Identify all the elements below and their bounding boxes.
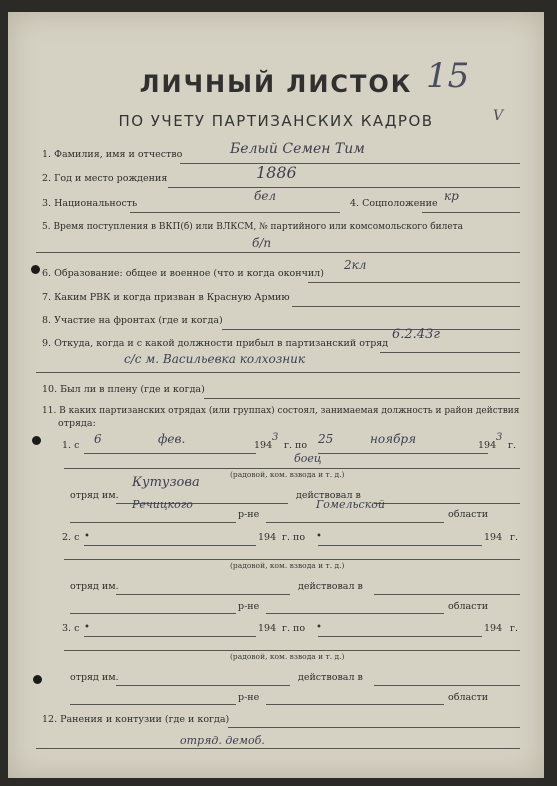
hw-education: 2кл (344, 258, 367, 272)
check-mark: V (493, 108, 504, 124)
det3-year-end: г. (510, 623, 518, 634)
hw-d1-to-day: 25 (318, 432, 334, 446)
hw-party: б/п (252, 236, 272, 250)
field-line (116, 594, 290, 595)
det3-acted-label: действовал в (298, 672, 363, 683)
hw-birth-year: 1886 (256, 163, 297, 182)
sheet-number: 15 (426, 56, 470, 96)
field-line (266, 613, 444, 614)
field-line (318, 636, 482, 637)
det2-from-label: 2. с (62, 532, 80, 543)
hw-nationality: бел (254, 189, 277, 203)
field-line (266, 704, 444, 705)
hw-d1-year: 3 (272, 432, 279, 443)
det3-to-label: г. по (282, 623, 306, 634)
field-line (228, 727, 520, 728)
field-line (308, 282, 520, 283)
det1-year-end: г. (508, 440, 516, 451)
field-line (36, 252, 520, 253)
field-line (318, 453, 488, 454)
det1-region-label: области (448, 509, 489, 520)
hw-d1-day: 6 (94, 432, 102, 446)
field-line (380, 352, 520, 353)
field-7-label: 7. Каким РВК и когда призван в Красную Армию (42, 292, 290, 303)
field-line (36, 372, 520, 373)
field-5-label: 5. Время поступления в ВКП(б) или ВЛКСМ, № партийного или комсомольского билета (42, 222, 464, 232)
field-line (116, 685, 290, 686)
dot: • (84, 531, 90, 542)
det1-year-prefix: 194 (254, 440, 273, 451)
hw-d1-region: Гомельской (316, 498, 385, 511)
field-line (168, 187, 520, 188)
field-line (292, 306, 520, 307)
field-line (36, 748, 520, 749)
det2-acted-label: действовал в (298, 581, 363, 592)
det3-from-label: 3. с (62, 623, 80, 634)
hw-name: Белый Семен Тим (230, 141, 365, 157)
field-line (130, 212, 340, 213)
det3-district-label: р-не (238, 692, 260, 703)
field-10-label: 10. Был ли в плену (где и когда) (42, 384, 205, 395)
det2-district-label: р-не (238, 601, 260, 612)
hw-d1-unit: Кутузова (132, 475, 200, 490)
field-line (374, 503, 520, 504)
field-line (374, 594, 520, 595)
det2-year-prefix: 194 (258, 532, 277, 543)
det1-acted-label: действовал в (296, 490, 361, 501)
field-line (64, 468, 520, 469)
field-line (222, 329, 520, 330)
field-line (84, 545, 256, 546)
det2-year-end: г. (510, 532, 518, 543)
det2-to-label: г. по (282, 532, 306, 543)
field-line (70, 613, 236, 614)
det1-year2-prefix: 194 (478, 440, 497, 451)
det1-to-label: г. по (284, 440, 308, 451)
det2-year2-prefix: 194 (484, 532, 503, 543)
field-line (70, 704, 236, 705)
field-3-label: 3. Национальность (42, 198, 138, 209)
field-line (204, 398, 520, 399)
det2-unit-label: отряд им. (70, 581, 119, 592)
det3-unit-label: отряд им. (70, 672, 119, 683)
punch-hole (31, 265, 40, 274)
rank-hint: (радовой, ком. взвода и т. д.) (230, 470, 345, 479)
field-11-label-cont: отряда: (58, 418, 96, 429)
field-12-label: 12. Ранения и контузии (где и когда) (42, 714, 230, 725)
hw-social: кр (444, 189, 459, 203)
field-4-label: 4. Соцположение (350, 198, 438, 209)
field-8-label: 8. Участие на фронтах (где и когда) (42, 315, 223, 326)
field-9-label: 9. Откуда, когда и с какой должности прибыл в партизанский отряд (42, 338, 389, 349)
field-6-label: 6. Образование: общее и военное (что и когда окончил) (42, 268, 324, 279)
hw-d1-month: фев. (158, 432, 186, 446)
rank-hint: (радовой, ком. взвода и т. д.) (230, 561, 345, 570)
field-2-label: 2. Год и место рождения (42, 173, 168, 184)
document-title: ЛИЧНЫЙ ЛИСТОК (139, 70, 413, 98)
field-line (374, 685, 520, 686)
field-line (84, 636, 256, 637)
field-1-label: 1. Фамилия, имя и отчество (42, 149, 183, 160)
field-line (266, 522, 444, 523)
field-line (70, 522, 236, 523)
dot: • (316, 622, 322, 633)
hw-d1-to-year: 3 (496, 432, 503, 443)
hw-d1-to-month: ноября (370, 432, 417, 446)
hw-arrival-from: с/с м. Васильевка колхозник (124, 352, 306, 366)
hw-arrival-date: 6.2.43г (392, 327, 440, 342)
hw-d1-district: Речицкого (132, 498, 193, 511)
hw-d1-rank: боец (294, 452, 322, 465)
field-line (84, 453, 256, 454)
rank-hint: (радовой, ком. взвода и т. д.) (230, 652, 345, 661)
dot: • (84, 622, 90, 633)
field-line (64, 650, 520, 651)
det3-year2-prefix: 194 (484, 623, 503, 634)
det1-unit-label: отряд им. (70, 490, 119, 501)
det3-year-prefix: 194 (258, 623, 277, 634)
det3-region-label: области (448, 692, 489, 703)
dot: • (316, 531, 322, 542)
hw-wounds: отряд. демоб. (180, 734, 265, 747)
field-line (318, 545, 482, 546)
det2-region-label: области (448, 601, 489, 612)
punch-hole (33, 675, 42, 684)
document-subtitle: ПО УЧЕТУ ПАРТИЗАНСКИХ КАДРОВ (118, 112, 434, 130)
det1-from-label: 1. с (62, 440, 80, 451)
punch-hole (32, 436, 41, 445)
field-line (64, 559, 520, 560)
personal-record-sheet (8, 12, 544, 778)
field-line (180, 163, 520, 164)
det1-district-label: р-не (238, 509, 260, 520)
field-line (422, 212, 520, 213)
field-11-label: 11. В каких партизанских отрядах (или группах) состоял, занимаемая должность и район действия (42, 406, 520, 416)
